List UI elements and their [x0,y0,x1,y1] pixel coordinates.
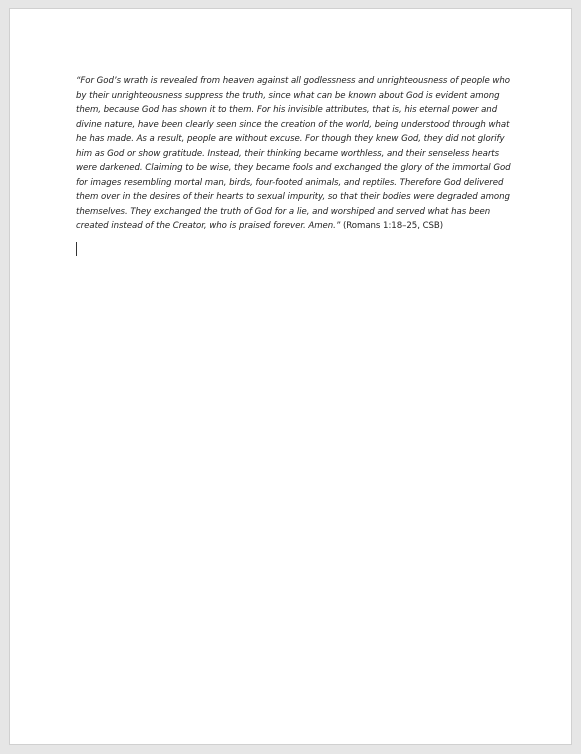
text-cursor [76,242,77,256]
scripture-reference: (Romans 1:18–25, CSB) [340,221,444,231]
scripture-paragraph[interactable] [76,74,516,234]
scripture-quote: “For God’s wrath is revealed from heaven against all godlessness and unrighteousness of people who by their unrighteousness suppress the truth, since what can be known about God is evident among them, because God has shown it to them. For his invisible attributes, that is, his eternal power and divine nature, have been clearly seen since the creation of the world, being understood through what he has made. As a result, people are without excuse. For though they knew God, they did not glorify him as God or show gratitude. Instead, their thinking became worthless, and their senseless hearts were darkened. Claiming to be wise, they became fools and exchanged the glory of the immortal God for images resembling mortal man, birds, four-footed animals, and reptiles. Therefore God delivered them over in the desires of their hearts to sexual impurity, so that their bodies were degraded among themselves. They exchanged the truth of God for a lie, and worshiped and served what has been created instead of the Creator, who is praised forever. Amen.” [76,76,511,231]
document-page[interactable] [10,9,571,744]
